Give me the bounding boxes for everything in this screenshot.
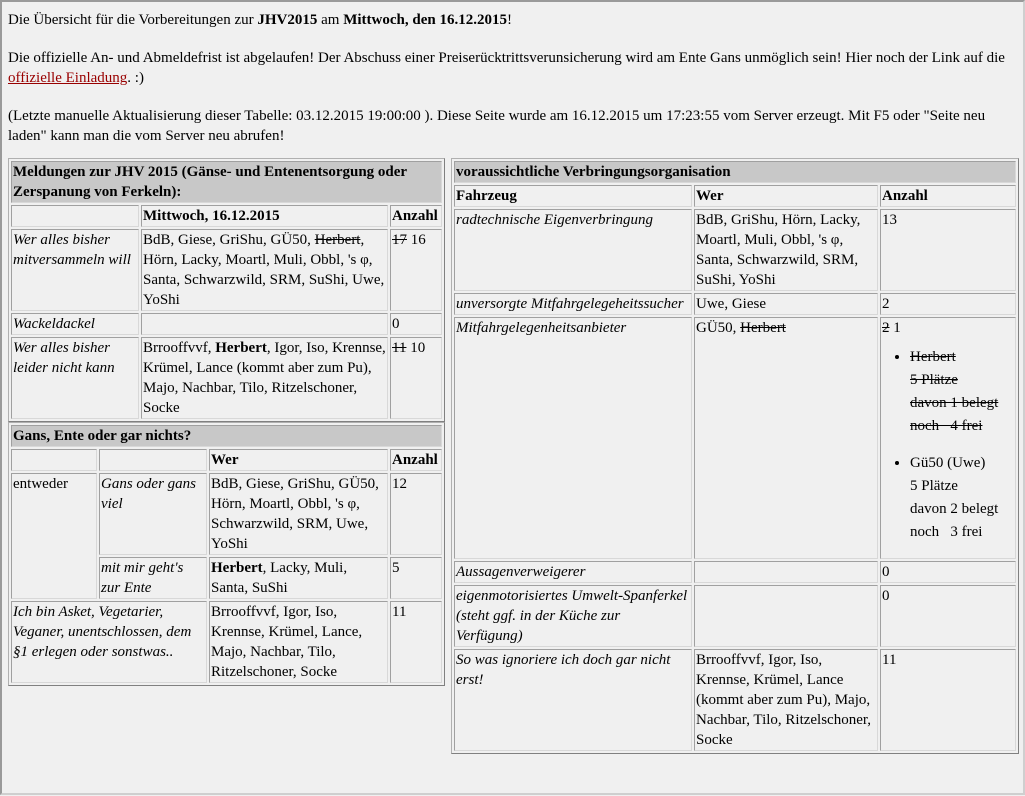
invitation-link[interactable]: offizielle Einladung	[8, 70, 128, 86]
column-header-who: Wer	[209, 449, 388, 471]
row-label: Wackeldackel	[11, 313, 139, 335]
row-names	[694, 561, 878, 583]
verbringung-table	[451, 158, 1019, 754]
column-header-count: Anzahl	[390, 449, 442, 471]
row-names	[141, 229, 388, 311]
table-row	[11, 337, 442, 419]
intro-text: am	[317, 12, 344, 28]
right-column	[451, 158, 1019, 754]
names-text: , Hörn, Lacky, Moartl, Muli, Obbl, 's φ, Santa, Schwarzwild, SRM, SuShi, Uwe, YoShi	[143, 232, 385, 308]
event-name: JHV2015	[257, 12, 318, 28]
intro-paragraph-1	[2, 10, 1012, 30]
row-names: Brrooffvvf, Igor, Iso, Krennse, Krümel, Lance (kommt aber zum Pu), Majo, Nachbar, Tilo, Ritzelschoner, Socke	[694, 649, 878, 751]
table-row	[454, 209, 1016, 291]
row-count: 2	[880, 293, 1016, 315]
verbringung-title: voraussichtliche Verbringungsorganisation	[454, 161, 1016, 183]
row-count	[390, 229, 442, 311]
row-label: eigenmotorisiertes Umwelt-Spanferkel (steht ggf. in der Küche zur Verfügung)	[454, 585, 692, 647]
row-label: So was ignoriere ich doch gar nicht erst!	[454, 649, 692, 751]
count-value: 16	[410, 232, 426, 248]
count-value: 10	[410, 340, 426, 356]
meldungen-title: Meldungen zur JHV 2015 (Gänse- und Entenentsorgung oder Zerspanung von Ferkeln):	[11, 161, 442, 203]
table-row	[454, 585, 1016, 647]
names-text: , Igor, Iso, Krennse, Krümel, Lance (kommt aber zum Pu), Majo, Nachbar, Tilo, Ritzelschoner, Socke	[143, 340, 386, 416]
gans-title: Gans, Ente oder gar nichts?	[11, 425, 442, 447]
column-header-vehicle: Fahrzeug	[454, 185, 692, 207]
bold-name: Herbert	[211, 560, 263, 576]
row-names: BdB, GriShu, Hörn, Lacky, Moartl, Muli, Obbl, 's φ, Santa, Schwarzwild, SRM, SuShi, YoShi	[694, 209, 878, 291]
row-label: Aussagenverweigerer	[454, 561, 692, 583]
table-row	[11, 473, 442, 555]
names-text: , Lacky, Muli, Santa, SuShi	[211, 560, 348, 596]
row-count: 11	[390, 601, 442, 683]
offer-free: noch 4 frei	[910, 418, 983, 434]
left-column	[8, 158, 445, 686]
table-row	[454, 649, 1016, 751]
table-row	[454, 561, 1016, 583]
list-item	[910, 452, 1014, 544]
row-count: 5	[390, 557, 442, 599]
struck-name: Herbert	[314, 232, 361, 248]
column-header-date: Mittwoch, 16.12.2015	[141, 205, 388, 227]
row-names: Brrooffvvf, Igor, Iso, Krennse, Krümel, Lance, Majo, Nachbar, Tilo, Ritzelschoner, Socke	[209, 601, 388, 683]
row-count: 12	[390, 473, 442, 555]
offer-seats: 5 Plätze	[910, 372, 958, 388]
row-names	[694, 585, 878, 647]
intro-paragraph-2	[2, 48, 1012, 88]
count-value: 1	[893, 320, 901, 336]
row-names	[209, 557, 388, 599]
empty-header-cell	[99, 449, 207, 471]
table-row	[454, 317, 1016, 559]
row-count	[390, 337, 442, 419]
old-count: 17	[392, 232, 407, 248]
table-row	[11, 229, 442, 311]
column-header-count: Anzahl	[390, 205, 442, 227]
offer-name: Herbert	[910, 349, 956, 365]
event-date: Mittwoch, den 16.12.2015	[343, 12, 507, 28]
offer-free: noch 3 frei	[910, 524, 983, 540]
row-count: 0	[390, 313, 442, 335]
row-names: BdB, Giese, GriShu, GÜ50, Hörn, Moartl, Obbl, 's φ, Schwarzwild, SRM, Uwe, YoShi	[209, 473, 388, 555]
old-count: 11	[392, 340, 407, 356]
gans-table	[8, 422, 445, 686]
offer-taken: davon 2 belegt	[910, 501, 999, 517]
names-text: Brrooffvvf,	[143, 340, 216, 356]
offer-taken: davon 1 belegt	[910, 395, 999, 411]
offer-name: Gü50 (Uwe)	[910, 455, 986, 471]
row-count	[880, 317, 1016, 559]
old-count: 2	[882, 320, 890, 336]
row-label: Ich bin Asket, Vegetarier, Veganer, unentschlossen, dem §1 erlegen oder sonstwas..	[11, 601, 207, 683]
names-text: BdB, Giese, GriShu, GÜ50,	[143, 232, 315, 248]
table-row	[454, 293, 1016, 315]
row-names	[141, 313, 388, 335]
row-count: 13	[880, 209, 1016, 291]
row-label: radtechnische Eigenverbringung	[454, 209, 692, 291]
meldungen-table	[8, 158, 445, 422]
row-label: Wer alles bisher leider nicht kann	[11, 337, 139, 419]
intro-text: Die offizielle An- und Abmeldefrist ist abgelaufen! Der Abschuss einer Preiserücktrittsverunsicherung wird am Ente Gans unmöglich sein! Hier noch der Link auf die	[8, 50, 1005, 66]
struck-name: Herbert	[740, 320, 786, 336]
empty-header-cell	[11, 449, 97, 471]
row-label: Wer alles bisher mitversammeln will	[11, 229, 139, 311]
row-count: 0	[880, 585, 1016, 647]
intro-text: !	[506, 12, 512, 28]
intro-text: . :)	[127, 70, 144, 86]
row-names	[141, 337, 388, 419]
row-count: 0	[880, 561, 1016, 583]
row-label: mit mir geht's zur Ente	[99, 557, 207, 599]
column-header-who: Wer	[694, 185, 878, 207]
intro-section	[2, 10, 1012, 164]
offer-list	[882, 346, 1014, 544]
row-label: Mitfahrgelegenheitsanbieter	[454, 317, 692, 559]
table-row	[11, 313, 442, 335]
names-text: GÜ50,	[696, 320, 741, 336]
intro-paragraph-3: (Letzte manuelle Aktualisierung dieser Tabelle: 03.12.2015 19:00:00 ). Diese Seite wurde am 16.12.2015 um 17:23:55 vom Server erzeugt. Mit F5 oder "Seite neu laden" kann man die vom Server neu abrufen!	[8, 108, 986, 144]
table-row	[11, 601, 442, 683]
list-item	[910, 346, 1014, 438]
row-count: 11	[880, 649, 1016, 751]
row-label: unversorgte Mitfahrgelegeheitssucher	[454, 293, 692, 315]
group-label: entweder	[11, 473, 97, 599]
row-names: Uwe, Giese	[694, 293, 878, 315]
row-label: Gans oder gans viel	[99, 473, 207, 555]
intro-text: Die Übersicht für die Vorbereitungen zur	[8, 12, 258, 28]
empty-header-cell	[11, 205, 139, 227]
row-names	[694, 317, 878, 559]
offer-seats: 5 Plätze	[910, 478, 958, 494]
bold-name: Herbert	[215, 340, 267, 356]
column-header-count: Anzahl	[880, 185, 1016, 207]
